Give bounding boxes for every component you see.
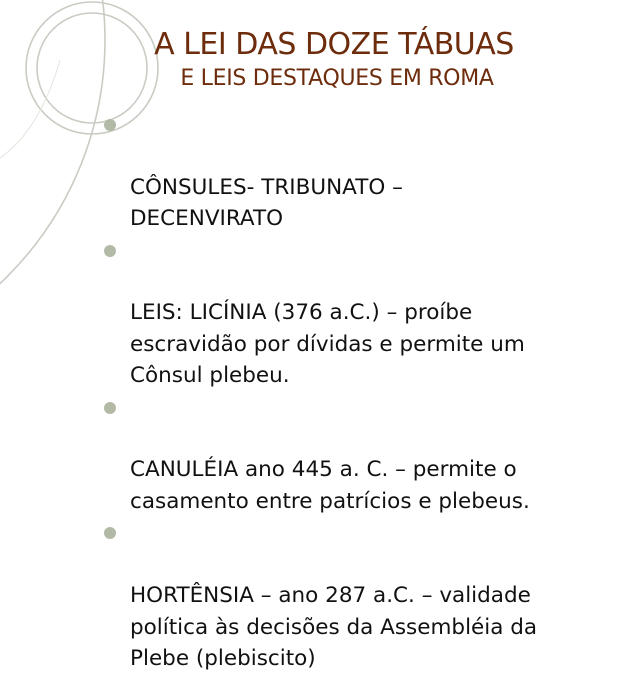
- slide-subtitle: E LEIS DESTAQUES EM ROMA: [180, 66, 494, 91]
- bullet-text: LEIS: LICÍNIA (376 a.C.) – proíbe escravidão por dívidas e permite um Cônsul plebeu.: [130, 300, 525, 389]
- bullet-text: HORTÊNSIA – ano 287 a.C. – validade política às decisões da Assembléia da Plebe (plebiscito): [130, 583, 538, 671]
- bullet-list: [104, 109, 604, 674]
- bullet-text: CÔNSULES- TRIBUNATO – DECENVIRATO: [130, 174, 403, 232]
- bullet-item: [104, 517, 604, 674]
- bullet-dot-icon: [104, 402, 116, 414]
- bullet-dot-icon: [104, 245, 116, 257]
- bullet-text: CANULÉIA ano 445 a. C. – permite o casamento entre patrícios e plebeus.: [130, 457, 530, 514]
- bullet-item: [104, 109, 604, 235]
- title-block: [40, 26, 638, 94]
- bullet-dot-icon: [104, 119, 116, 131]
- slide-title: A LEI DAS DOZE TÁBUAS: [154, 27, 514, 62]
- bullet-dot-icon: [104, 527, 116, 539]
- bullet-item: [104, 392, 604, 518]
- bullet-item: [104, 235, 604, 392]
